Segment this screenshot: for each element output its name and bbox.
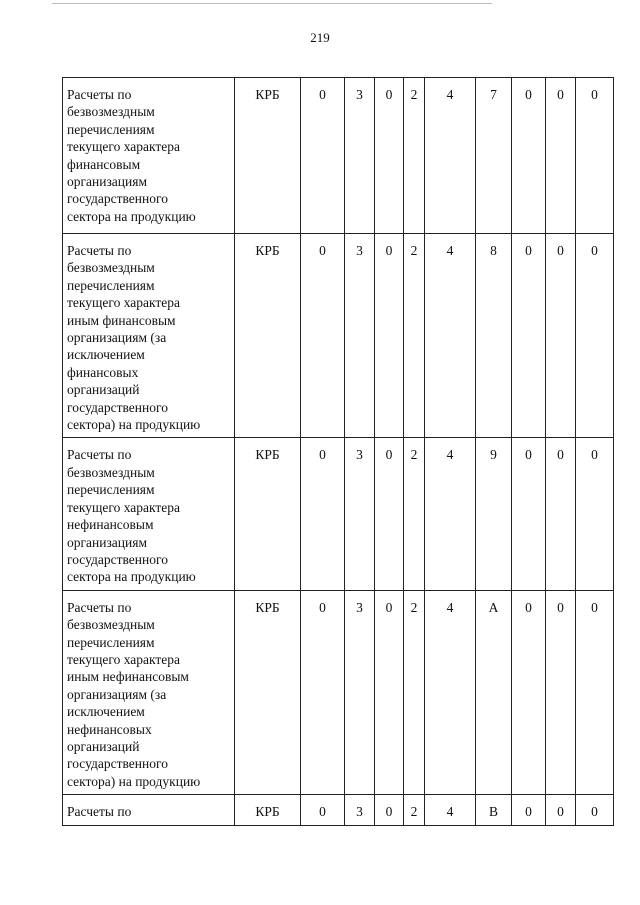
table-row bbox=[63, 795, 614, 825]
digit-cell: 4 bbox=[425, 78, 476, 234]
digit-cell: 0 bbox=[576, 234, 614, 438]
digit-cell: 2 bbox=[404, 438, 425, 590]
description-cell bbox=[63, 234, 235, 438]
description-line: государственного bbox=[67, 191, 168, 207]
digit-cell: 3 bbox=[345, 795, 375, 825]
digit-cell: 0 bbox=[375, 590, 404, 794]
table-row bbox=[63, 438, 614, 590]
digit-cell: 2 bbox=[404, 234, 425, 438]
description-line: исключением bbox=[67, 347, 145, 363]
description-line: текущего характера bbox=[67, 651, 181, 667]
digit-cell: 7 bbox=[476, 78, 512, 234]
description-line: Расчеты по bbox=[67, 599, 132, 615]
code-cell: КРБ bbox=[235, 78, 301, 234]
description-cell bbox=[63, 795, 235, 825]
digit-cell: А bbox=[476, 590, 512, 794]
digit-cell: 0 bbox=[512, 438, 546, 590]
digit-cell: 0 bbox=[375, 234, 404, 438]
top-rule bbox=[52, 3, 492, 4]
digit-cell: 0 bbox=[301, 795, 345, 825]
digit-cell: 4 bbox=[425, 795, 476, 825]
digit-cell: 2 bbox=[404, 795, 425, 825]
description-line: исключением bbox=[67, 704, 145, 720]
description-line: организациям (за bbox=[67, 330, 167, 346]
description-line: текущего характера bbox=[67, 139, 181, 155]
description-line: финансовых bbox=[67, 364, 139, 380]
digit-cell: 0 bbox=[512, 795, 546, 825]
description-cell bbox=[63, 78, 235, 234]
description-cell bbox=[63, 590, 235, 794]
digit-cell: 9 bbox=[476, 438, 512, 590]
digit-cell: 0 bbox=[375, 438, 404, 590]
digit-cell: 0 bbox=[576, 438, 614, 590]
description-line: безвозмездным bbox=[67, 464, 155, 480]
table-row bbox=[63, 234, 614, 438]
description-line: текущего характера bbox=[67, 295, 181, 311]
digit-cell: 2 bbox=[404, 590, 425, 794]
digit-cell: 3 bbox=[345, 78, 375, 234]
digit-cell: 3 bbox=[345, 590, 375, 794]
accounts-table bbox=[62, 77, 614, 826]
digit-cell: 0 bbox=[576, 795, 614, 825]
description-line: перечислениям bbox=[67, 121, 155, 137]
description-line: государственного bbox=[67, 756, 168, 772]
digit-cell: 4 bbox=[425, 438, 476, 590]
digit-cell: 0 bbox=[301, 590, 345, 794]
digit-cell: 4 bbox=[425, 234, 476, 438]
digit-cell: 0 bbox=[546, 438, 576, 590]
description-line: Расчеты по bbox=[67, 804, 132, 820]
description-line: перечислениям bbox=[67, 634, 155, 650]
description-line: сектора) на продукцию bbox=[67, 773, 201, 789]
description-line: сектора на продукцию bbox=[67, 569, 196, 585]
description-line: Расчеты по bbox=[67, 87, 132, 102]
description-line: организаций bbox=[67, 382, 140, 398]
description-line: организаций bbox=[67, 738, 140, 754]
description-line: иным финансовым bbox=[67, 312, 176, 328]
digit-cell: 0 bbox=[576, 78, 614, 234]
digit-cell: 0 bbox=[301, 234, 345, 438]
digit-cell: 0 bbox=[512, 234, 546, 438]
digit-cell: 0 bbox=[546, 78, 576, 234]
description-line: государственного bbox=[67, 551, 168, 567]
description-line: Расчеты по bbox=[67, 447, 132, 463]
code-cell: КРБ bbox=[235, 438, 301, 590]
digit-cell: 0 bbox=[512, 78, 546, 234]
description-cell bbox=[63, 438, 235, 590]
description-line: нефинансовым bbox=[67, 517, 154, 533]
digit-cell: 3 bbox=[345, 234, 375, 438]
digit-cell: 4 bbox=[425, 590, 476, 794]
description-line: перечислениям bbox=[67, 277, 155, 293]
page-number: 219 bbox=[310, 30, 330, 45]
digit-cell: 3 bbox=[345, 438, 375, 590]
digit-cell: 0 bbox=[546, 795, 576, 825]
description-line: безвозмездным bbox=[67, 260, 155, 276]
digit-cell: 0 bbox=[546, 234, 576, 438]
table-row bbox=[63, 78, 614, 234]
table-row bbox=[63, 590, 614, 794]
description-line: организациям bbox=[67, 534, 148, 550]
description-line: организациям (за bbox=[67, 686, 167, 702]
digit-cell: 2 bbox=[404, 78, 425, 234]
description-line: иным нефинансовым bbox=[67, 669, 189, 685]
digit-cell: 0 bbox=[576, 590, 614, 794]
digit-cell: 0 bbox=[375, 795, 404, 825]
digit-cell: В bbox=[476, 795, 512, 825]
digit-cell: 8 bbox=[476, 234, 512, 438]
description-line: безвозмездным bbox=[67, 104, 155, 120]
digit-cell: 0 bbox=[375, 78, 404, 234]
description-line: государственного bbox=[67, 399, 168, 415]
digit-cell: 0 bbox=[301, 438, 345, 590]
description-line: безвозмездным bbox=[67, 617, 155, 633]
digit-cell: 0 bbox=[512, 590, 546, 794]
description-line: организациям bbox=[67, 174, 148, 190]
code-cell: КРБ bbox=[235, 234, 301, 438]
description-line: сектора на продукцию bbox=[67, 208, 196, 224]
code-cell: КРБ bbox=[235, 795, 301, 825]
digit-cell: 0 bbox=[546, 590, 576, 794]
description-line: перечислениям bbox=[67, 482, 155, 498]
description-line: Расчеты по bbox=[67, 243, 132, 258]
digit-cell: 0 bbox=[301, 78, 345, 234]
description-line: нефинансовых bbox=[67, 721, 152, 737]
code-cell: КРБ bbox=[235, 590, 301, 794]
description-line: сектора) на продукцию bbox=[67, 417, 201, 433]
description-line: финансовым bbox=[67, 156, 141, 172]
description-line: текущего характера bbox=[67, 499, 181, 515]
